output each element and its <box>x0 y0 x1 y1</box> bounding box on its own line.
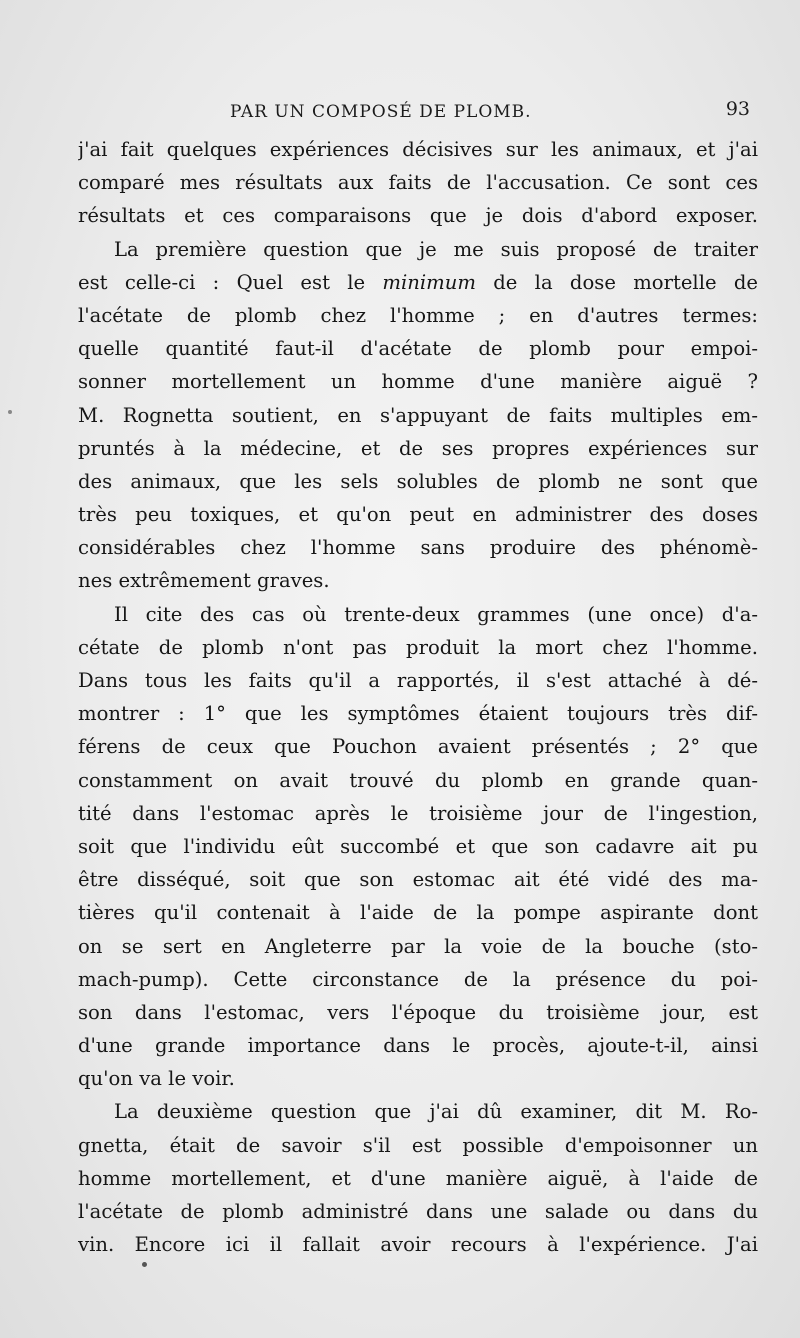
text-line: vin. Encore ici il fallait avoir recours à l'expérience. J'ai <box>78 1233 758 1257</box>
italic-term: minimum <box>382 270 476 294</box>
text-line: être disséqué, soit que son estomac ait été vidé des ma- <box>78 868 758 892</box>
page-header <box>82 98 750 128</box>
text-line: gnetta, était de savoir s'il est possible d'empoisonner un <box>78 1133 758 1157</box>
text-line: La première question que je me suis proposé de traiter <box>114 237 758 261</box>
text-line: quelle quantité faut-il d'acétate de plomb pour empoi- <box>78 337 758 361</box>
text-line: constamment on avait trouvé du plomb en grande quan- <box>78 768 758 792</box>
text-line: Dans tous les faits qu'il a rapportés, il s'est attaché à dé- <box>78 669 758 692</box>
paper-speck <box>8 410 12 414</box>
paper-speck <box>142 1262 147 1267</box>
text-line: nes extrêmement graves. <box>78 569 330 593</box>
text-line: est celle-ci : Quel est le minimum de la dose mortelle de <box>78 270 758 294</box>
text-line: cétate de plomb n'ont pas produit la mort chez l'homme. <box>78 635 758 659</box>
text-line: l'acétate de plomb administré dans une salade ou dans du <box>78 1200 758 1223</box>
text-line: très peu toxiques, et qu'on peut en administrer des doses <box>78 503 758 527</box>
text-line: homme mortellement, et d'une manière aiguë, à l'aide de <box>78 1166 758 1190</box>
text-line: l'acétate de plomb chez l'homme ; en d'autres termes: <box>78 303 758 327</box>
text-line: d'une grande importance dans le procès, ajoute-t-il, ainsi <box>78 1034 758 1058</box>
text-line: des animaux, que les sels solubles de plomb ne sont que <box>78 469 758 493</box>
text-line: résultats et ces comparaisons que je dois d'abord exposer. <box>78 204 758 228</box>
text-line: tières qu'il contenait à l'aide de la pompe aspirante dont <box>78 901 758 925</box>
text-line: considérables chez l'homme sans produire des phénomè- <box>78 536 758 560</box>
text-line: qu'on va le voir. <box>78 1067 235 1091</box>
running-title: PAR UN COMPOSÉ DE PLOMB. <box>230 102 532 122</box>
body-text <box>78 133 758 1261</box>
text-line: férens de ceux que Pouchon avaient présentés ; 2° que <box>78 735 758 759</box>
text-line: j'ai fait quelques expériences décisives sur les animaux, et j'ai <box>78 138 758 161</box>
text-line: montrer : 1° que les symptômes étaient toujours très dif- <box>78 702 758 726</box>
text-line: pruntés à la médecine, et de ses propres expériences sur <box>78 436 758 460</box>
text-line: mach-pump). Cette circonstance de la présence du poi- <box>78 967 758 991</box>
page-number: 93 <box>725 98 750 120</box>
text-line: soit que l'individu eût succombé et que son cadavre ait pu <box>78 834 758 858</box>
text-line: tité dans l'estomac après le troisième jour de l'ingestion, <box>78 801 758 825</box>
text-line: comparé mes résultats aux faits de l'accusation. Ce sont ces <box>78 171 758 195</box>
text-line: sonner mortellement un homme d'une manière aiguë ? <box>78 370 758 394</box>
text-line: La deuxième question que j'ai dû examiner, dit M. Ro- <box>114 1100 758 1124</box>
text-line: son dans l'estomac, vers l'époque du troisième jour, est <box>78 1000 758 1024</box>
text-line: on se sert en Angleterre par la voie de la bouche (sto- <box>78 934 758 958</box>
text-line: Il cite des cas où trente-deux grammes (une once) d'a- <box>114 602 758 626</box>
text-line: M. Rognetta soutient, en s'appuyant de faits multiples em- <box>78 403 758 427</box>
